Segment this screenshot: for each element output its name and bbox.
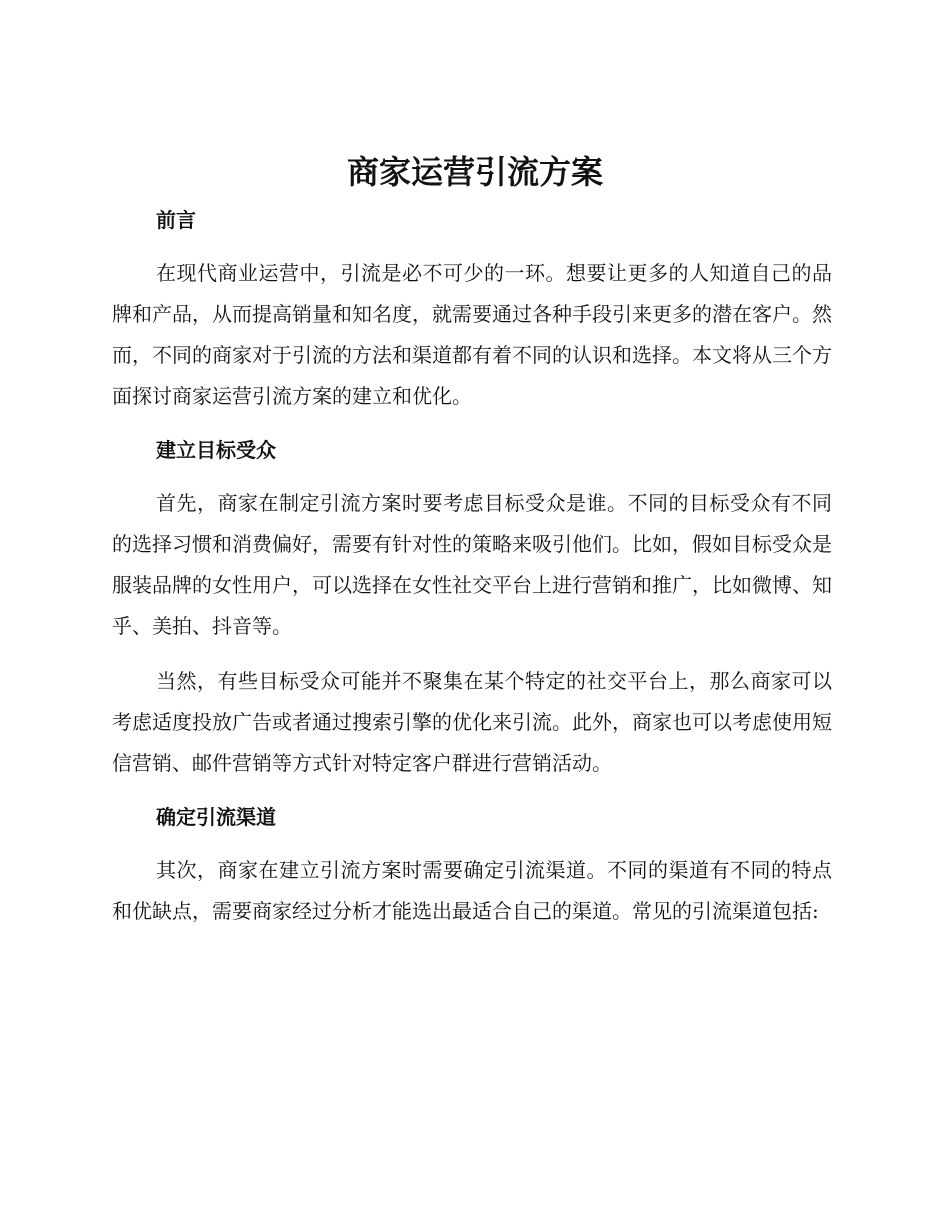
paragraph: 在现代商业运营中，引流是必不可少的一环。想要让更多的人知道自己的品牌和产品，从而提高销量和知名度，就需要通过各种手段引来更多的潜在客户。然而，不同的商家对于引流的方法和渠道都有着不同的认识和选择。本文将从三个方面探讨商家运营引流方案的建立和优化。 <box>112 261 832 408</box>
section-preface <box>112 201 832 417</box>
paragraph: 其次，商家在建立引流方案时需要确定引流渠道。不同的渠道有不同的特点和优缺点，需要商家经过分析才能选出最适合自己的渠道。常见的引流渠道包括: <box>112 858 832 923</box>
document-title: 商家运营引流方案 <box>346 153 603 191</box>
section-channels <box>112 798 832 932</box>
paragraph: 当然，有些目标受众可能并不聚集在某个特定的社交平台上，那么商家可以考虑适度投放广告或者通过搜索引擎的优化来引流。此外，商家也可以考虑使用短信营销、邮件营销等方式针对特定客户群进行营销活动。 <box>112 669 832 775</box>
section-heading-preface: 前言 <box>156 208 196 232</box>
section-heading-channels: 确定引流渠道 <box>156 805 276 829</box>
document-body <box>112 201 832 946</box>
section-heading-target-audience: 建立目标受众 <box>156 438 276 462</box>
paragraph: 首先，商家在制定引流方案时要考虑目标受众是谁。不同的目标受众有不同的选择习惯和消费偏好，需要有针对性的策略来吸引他们。比如，假如目标受众是服装品牌的女性用户，可以选择在女性社交平台上进行营销和推广，比如微博、知乎、美拍、抖音等。 <box>112 491 832 638</box>
section-target-audience <box>112 431 832 784</box>
